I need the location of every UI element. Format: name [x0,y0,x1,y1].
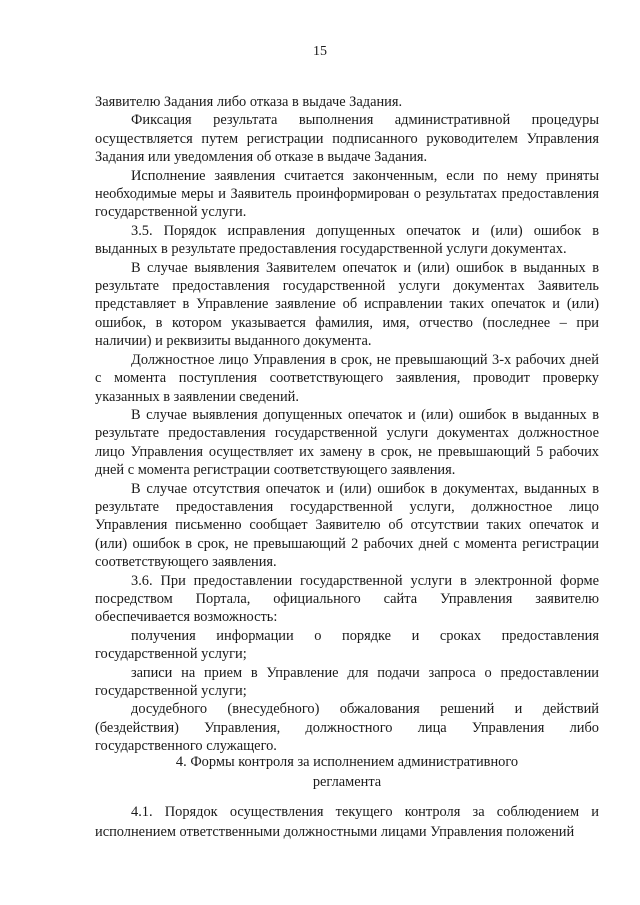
section-body [95,802,599,842]
paragraph: В случае отсутствия опечаток и (или) ошибок в документах, выданных в результате предоставления государственной услуги, должностное лицо Управления письменно сообщает Заявителю об отсутствии таких опечаток и (или) ошибок в срок, не превышающий 2 рабочих дней с момента регистрации соответствующего заявления. [95,480,599,571]
paragraph: получения информации о порядке и сроках предоставления государственной услуги; [95,627,599,663]
paragraph: 3.5. Порядок исправления допущенных опечаток и (или) ошибок в выданных в результате предоставления государственной услуги документах. [95,222,599,258]
paragraph: 3.6. При предоставлении государственной услуги в электронной форме посредством Портала, официального сайта Управления заявителю обеспечивается возможность: [95,572,599,626]
paragraph: Заявителю Задания либо отказа в выдаче Задания. [95,94,403,110]
paragraph: В случае выявления допущенных опечаток и (или) ошибок в выданных в результате предоставления государственной услуги документах должностное лицо Управления осуществляет их замену в срок, не превышающий 5 рабочих дней с момента регистрации соответствующего заявления. [95,406,599,479]
page-number: 15 [313,44,327,59]
paragraph: Исполнение заявления считается законченным, если по нему приняты необходимые меры и Заявитель проинформирован о результатах предоставления государственной услуги. [95,167,599,221]
paragraph: 4.1. Порядок осуществления текущего контроля за соблюдением и исполнением ответственными должностными лицами Управления положений [95,804,599,840]
paragraph: Фиксация результата выполнения административной процедуры осуществляется путем регистрации подписанного руководителем Управления Задания или уведомления об отказе в выдаче Задания. [95,112,599,166]
paragraph: записи на прием в Управление для подачи запроса о предоставлении государственной услуги; [95,664,599,699]
body-text [95,93,599,756]
paragraph: В случае выявления Заявителем опечаток и (или) ошибок в выданных в результате предоставления государственной услуги документах Заявитель представляет в Управление заявление об исправлении таких опечаток и (или) ошибок, в котором указывается фамилия, имя, отчество (последнее – при наличии) и реквизиты выданного документа. [95,259,599,350]
section-heading-line2: регламента [312,774,382,790]
section-heading [95,752,599,792]
paragraph: Должностное лицо Управления в срок, не превышающий 3-х рабочих дней с момента поступления соответствующего заявления, проводит проверку указанных в заявлении сведений. [95,351,599,405]
section-heading-line1: 4. Формы контроля за исполнением административного [175,754,519,770]
paragraph: досудебного (внесудебного) обжалования решений и действий (бездействия) Управления, должностного лица Управления либо государственного служащего. [95,701,599,755]
